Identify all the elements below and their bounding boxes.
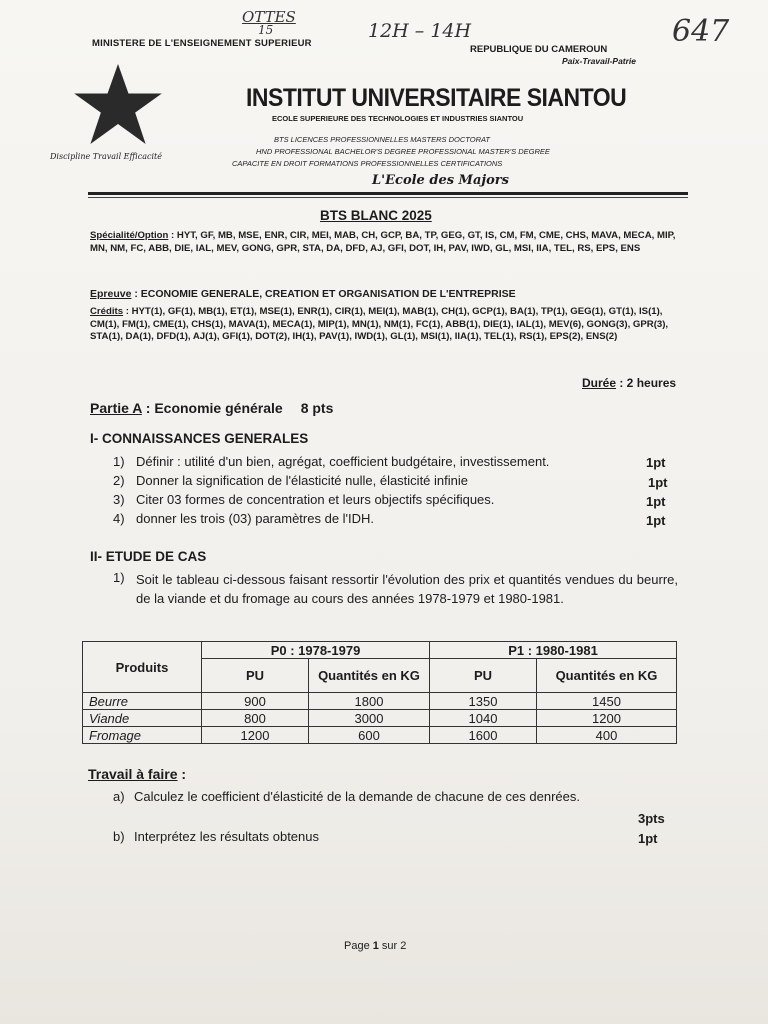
product-name: Beurre bbox=[83, 693, 202, 710]
part-a-points: 8 pts bbox=[300, 400, 334, 416]
product-name: Fromage bbox=[83, 727, 202, 744]
page-number bbox=[344, 940, 406, 952]
task-a-points: 3pts bbox=[638, 811, 665, 826]
motto: L'Ecole des Majors bbox=[372, 173, 509, 188]
prices-quantities-table bbox=[82, 641, 677, 744]
credits-block bbox=[90, 306, 680, 344]
case-text: Soit le tableau ci-dessous faisant ressortir l'évolution des prix et quantités vendues du beurre, de la viande et du fromage au cours des années 1978-1979 et 1980-1981. bbox=[136, 572, 678, 606]
part-a-label: Partie A bbox=[90, 400, 142, 416]
cell-p0-qte: 1800 bbox=[309, 693, 430, 710]
header-p1: P1 : 1980-1981 bbox=[430, 642, 677, 659]
task-heading bbox=[88, 766, 186, 782]
task-label-suffix: : bbox=[177, 766, 187, 782]
case-number: 1) bbox=[113, 570, 125, 585]
cell-p0-pu: 900 bbox=[202, 693, 309, 710]
exam-title: BTS BLANC 2025 bbox=[320, 208, 432, 223]
task-b-points: 1pt bbox=[638, 831, 658, 846]
republique-label: REPUBLIQUE DU CAMEROUN bbox=[470, 44, 608, 55]
header-p0: P0 : 1978-1979 bbox=[202, 642, 430, 659]
credits-list: : HYT(1), GF(1), MB(1), ET(1), MSE(1), ENR(1), CIR(1), MEI(1), MAB(1), CH(1), GCP(1), BA(1), TP(1), GEG(1), GT(1), IS(1), CM(1), FM(1), CME(1), CHS(1), MAVA(1), MECA(1), MIP(1), MN(1), NM(1), FC(1), ABB(1), DIE(1), IAL(1), MEV(6), GONG(3), GPR(3), STA(1), DA(1), DFD(1), AJ(1), GFI(1), DOT(2), IH(1), PAV(1), IWD(1), GL(1), MSI(1), IIA(1), TEL(1), RS(1), EPS(2), ENS(2) bbox=[90, 306, 669, 343]
cell-p1-qte: 400 bbox=[537, 727, 677, 744]
table-row bbox=[83, 727, 677, 744]
product-name: Viande bbox=[83, 710, 202, 727]
header-quantite: Quantités en KG bbox=[309, 659, 430, 693]
epreuve-label: Epreuve bbox=[90, 288, 132, 300]
cell-p0-qte: 3000 bbox=[309, 710, 430, 727]
header-divider bbox=[88, 197, 688, 198]
ministere-label: MINISTERE DE L'ENSEIGNEMENT SUPERIEUR bbox=[92, 38, 312, 49]
task-b-text: Interprétez les résultats obtenus bbox=[134, 829, 319, 844]
part-a-heading bbox=[90, 400, 333, 416]
epreuve-value: : ECONOMIE GENERALE, CREATION ET ORGANISATION DE L'ENTREPRISE bbox=[131, 288, 516, 300]
handwritten-code: OTTES bbox=[242, 8, 296, 26]
table-row bbox=[83, 710, 677, 727]
question-points: 1pt bbox=[646, 455, 666, 470]
duration-value: : 2 heures bbox=[616, 376, 677, 390]
cell-p1-qte: 1450 bbox=[537, 693, 677, 710]
programmes-line: HND PROFESSIONAL BACHELOR'S DEGREE PROFESSIONAL MASTER'S DEGREE bbox=[256, 147, 550, 156]
question-number: 4) bbox=[113, 511, 125, 526]
question-points: 1pt bbox=[646, 513, 666, 528]
handwritten-number: 647 bbox=[672, 14, 730, 49]
cell-p1-pu: 1040 bbox=[430, 710, 537, 727]
section-1-title: I- CONNAISSANCES GENERALES bbox=[90, 431, 309, 446]
task-a-number: a) bbox=[113, 789, 125, 804]
cell-p1-qte: 1200 bbox=[537, 710, 677, 727]
country-motto: Paix-Travail-Patrie bbox=[562, 56, 637, 66]
handwritten-hours: 12H – 14H bbox=[368, 20, 472, 42]
question-text: Définir : utilité d'un bien, agrégat, coefficient budgétaire, investissement. bbox=[136, 454, 550, 469]
duration-label: Durée bbox=[582, 376, 617, 390]
cell-p1-pu: 1600 bbox=[430, 727, 537, 744]
task-b-number: b) bbox=[113, 829, 125, 844]
cell-p1-pu: 1350 bbox=[430, 693, 537, 710]
duration bbox=[582, 376, 676, 390]
programmes-line: CAPACITE EN DROIT FORMATIONS PROFESSIONNELLES CERTIFICATIONS bbox=[232, 159, 503, 168]
question-number: 3) bbox=[113, 492, 125, 507]
task-label: Travail à faire bbox=[88, 766, 178, 782]
page-prefix: Page bbox=[344, 940, 373, 952]
header-pu: PU bbox=[430, 659, 537, 693]
institute-subtitle: ECOLE SUPERIEURE DES TECHNOLOGIES ET INDUSTRIES SIANTOU bbox=[272, 114, 524, 123]
epreuve-block bbox=[90, 288, 680, 301]
cell-p0-pu: 800 bbox=[202, 710, 309, 727]
programmes-line: BTS LICENCES PROFESSIONNELLES MASTERS DOCTORAT bbox=[274, 135, 491, 144]
question-number: 2) bbox=[113, 473, 125, 488]
header-quantite: Quantités en KG bbox=[537, 659, 677, 693]
task-a-text: Calculez le coefficient d'élasticité de la demande de chacune de ces denrées. bbox=[134, 789, 580, 804]
header-produits: Produits bbox=[83, 642, 202, 693]
handwritten-code-sub: 15 bbox=[258, 23, 274, 37]
cell-p0-qte: 600 bbox=[309, 727, 430, 744]
question-points: 1pt bbox=[648, 475, 668, 490]
page-suffix: sur 2 bbox=[378, 940, 407, 952]
question-text: donner les trois (03) paramètres de l'IDH. bbox=[136, 511, 375, 526]
part-a-title: : Economie générale bbox=[141, 400, 283, 416]
page-current: 1 bbox=[372, 940, 379, 952]
header-divider bbox=[88, 192, 688, 195]
question-number: 1) bbox=[113, 454, 125, 469]
question-text: Donner la signification de l'élasticité nulle, élasticité infinie bbox=[136, 473, 468, 488]
header-pu: PU bbox=[202, 659, 309, 693]
cell-p0-pu: 1200 bbox=[202, 727, 309, 744]
table-row bbox=[83, 693, 677, 710]
credits-label: Crédits bbox=[90, 306, 124, 317]
question-points: 1pt bbox=[646, 494, 666, 509]
institute-title: INSTITUT UNIVERSITAIRE SIANTOU bbox=[246, 82, 627, 112]
star-logo-icon bbox=[70, 64, 166, 144]
school-motto: Discipline Travail Efficacité bbox=[50, 152, 162, 161]
question-text: Citer 03 formes de concentration et leurs objectifs spécifiques. bbox=[136, 492, 495, 507]
specialite-block bbox=[90, 230, 680, 255]
specialite-list: : HYT, GF, MB, MSE, ENR, CIR, MEI, MAB, CH, GCP, BA, TP, GEG, GT, IS, CM, FM, CME, CHS, MAVA, MECA, MIP, MN, NM, FC, ABB, DIE, IAL, MEV, GONG, GPR, STA, DA, DFD, AJ, GFI, DOT, IH, PAV, IWD, GL, MSI, IIA, TEL, RS, EPS, ENS bbox=[90, 230, 676, 254]
specialite-label: Spécialité/Option bbox=[90, 230, 169, 241]
section-2-title: II- ETUDE DE CAS bbox=[90, 549, 207, 564]
